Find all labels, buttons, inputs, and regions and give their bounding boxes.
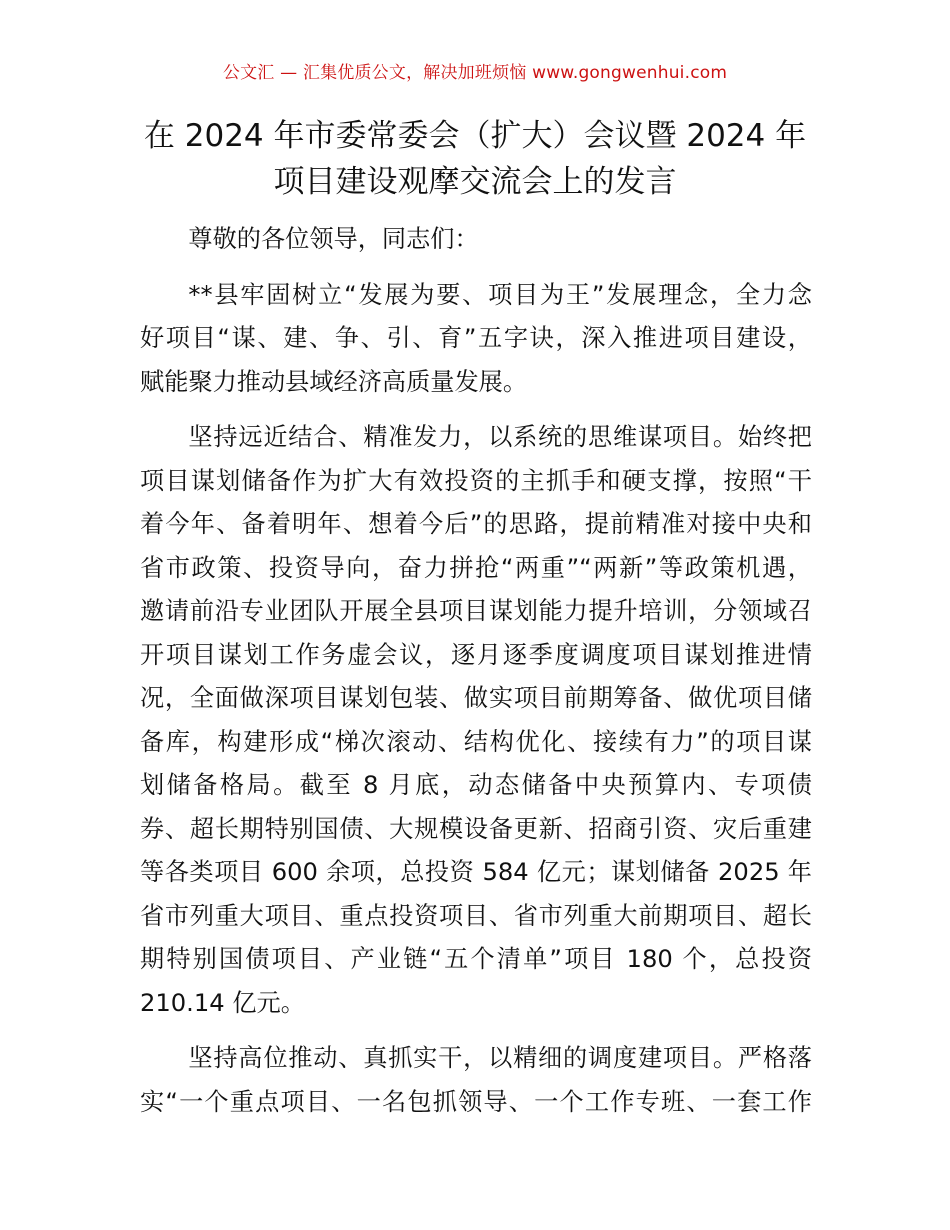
title-line-1: 在 2024 年市委常委会（扩大）会议暨 2024 年 [143,118,807,154]
paragraph-3 [140,1037,812,1124]
greeting [140,218,812,262]
paragraph-line: 邀请前沿专业团队开展全县项目谋划能力提升培训，分领域召 [140,597,812,625]
paragraph-line: 期特别国债项目、产业链“五个清单”项目 180 个，总投资 [140,945,812,973]
paragraph-line: 备库，构建形成“梯次滚动、结构优化、接续有力”的项目谋 [140,727,812,756]
title-line-2: 项目建设观摩交流会上的发言 [273,164,677,200]
paragraph-line: 省市政策、投资导向，奋力拼抢“两重”“两新”等政策机遇， [140,553,812,582]
paragraph-line: 项目谋划储备作为扩大有效投资的主抓手和硬支撑，按照“干 [140,466,812,495]
paragraph-line: 实“一个重点项目、一名包抓领导、一个工作专班、一套工作 [140,1087,812,1116]
paragraph-2 [140,416,812,1025]
paragraph-line: 等各类项目 600 余项，总投资 584 亿元；谋划储备 2025 年 [140,858,812,886]
paragraph-line: 开项目谋划工作务虚会议，逐月逐季度调度项目谋划推进情 [140,640,812,669]
paragraph-line: 券、超长期特别国债、大规模设备更新、招商引资、灾后重建 [140,814,812,843]
greeting-line: 尊敬的各位领导，同志们： [188,225,479,253]
paragraph-line: 划储备格局。截至 8 月底，动态储备中央预算内、专项债 [140,771,812,799]
paragraph-line: **县牢固树立“发展为要、项目为王”发展理念，全力念 [188,280,812,309]
paragraph-line: 省市列重大项目、重点投资项目、省市列重大前期项目、超长 [140,901,812,930]
paragraph-line: 赋能聚力推动县域经济高质量发展。 [140,367,528,396]
site-header-banner: 公文汇 — 汇集优质公文，解决加班烦恼 www.gongwenhui.com [222,63,728,83]
paragraph-line: 坚持远近结合、精准发力，以系统的思维谋项目。始终把 [188,423,812,451]
paragraph-line: 210.14 亿元。 [140,988,305,1017]
document-title [100,113,850,205]
paragraph-line: 坚持高位推动、真抓实干，以精细的调度建项目。严格落 [188,1044,812,1072]
paragraph-line: 况，全面做深项目谋划包装、做实项目前期筹备、做优项目储 [140,684,812,712]
paragraph-line: 好项目“谋、建、争、引、育”五字诀，深入推进项目建设， [140,324,812,352]
paragraph-line: 着今年、备着明年、想着今后”的思路，提前精准对接中央和 [140,510,812,538]
paragraph-1 [140,274,812,405]
document-body [140,218,812,1136]
